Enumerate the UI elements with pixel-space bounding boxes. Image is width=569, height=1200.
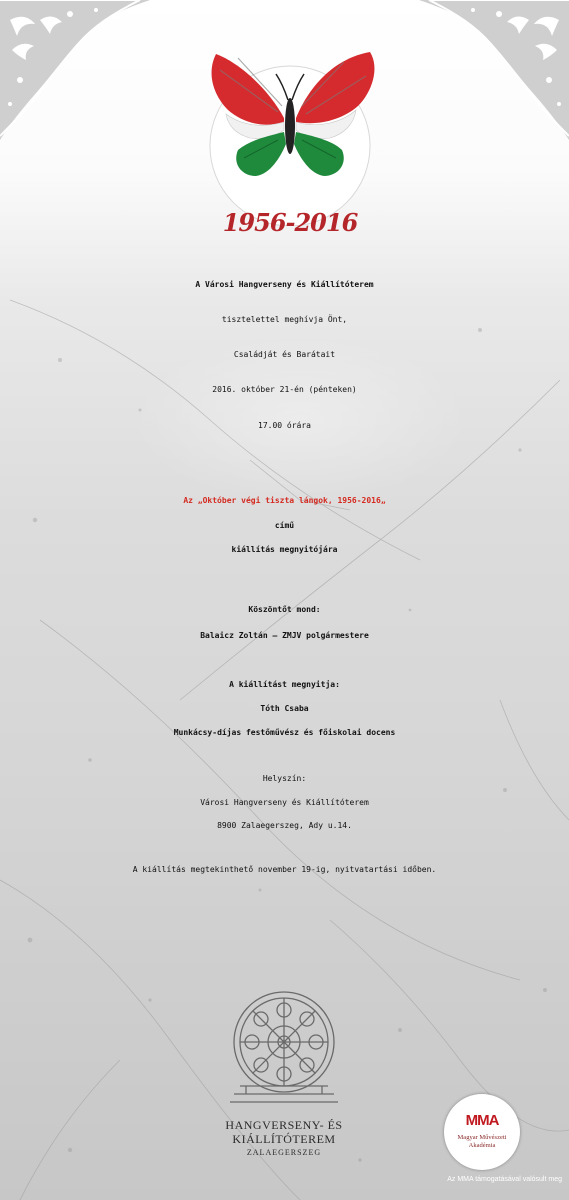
invite-line: tisztelettel meghívja Önt, [221, 315, 348, 324]
opening-hours-note: A kiállítás megtekinthető november 19-ig, nyitvatartási időben. [132, 865, 437, 874]
event-date: 2016. október 21-én (pénteken) [212, 385, 357, 394]
mma-logo-badge [444, 1094, 520, 1170]
mma-support-note: Az MMA támogatásával valósult meg [447, 1176, 562, 1183]
mma-name-line1: Magyar Művészeti [457, 1134, 507, 1141]
guests-line: Családját és Barátait [233, 350, 336, 359]
host-line: A Városi Hangverseny és Kiállítóterem [195, 280, 374, 289]
emblem-year-text: 1956-2016 [222, 208, 358, 237]
exhibition-title-suffix: című [274, 521, 295, 530]
concert-hall-logo-icon [222, 990, 346, 1108]
logo-text-line2: KIÁLLÍTÓTEREM [232, 1132, 336, 1146]
greeting-speaker: Balaicz Zoltán – ZMJV polgármestere [200, 631, 369, 640]
logo-text-line1: HANGVERSENY- ÉS [225, 1118, 343, 1132]
mma-name-line2: Akadémia [468, 1142, 496, 1149]
event-time: 17.00 órára [258, 421, 311, 430]
mma-logo-mark: MMA [465, 1112, 499, 1129]
opening-role: Munkácsy-díjas festőművész és főiskolai docens [173, 728, 396, 737]
corner-ornament-right [419, 0, 569, 140]
greeting-label: Köszöntőt mond: [248, 605, 321, 614]
logo-text-line3: ZALAEGERSZEG [246, 1148, 322, 1157]
exhibition-title: Az „Október végi tiszta lángok, 1956-2016„ [183, 496, 386, 505]
venue-name: Városi Hangverseny és Kiállítóterem [200, 798, 369, 807]
mma-logo-name [448, 1134, 516, 1150]
venue-address: 8900 Zalaegerszeg, Ady u.14. [217, 821, 352, 830]
corner-ornament-left [0, 0, 150, 140]
opening-label: A kiállítást megnyitja: [229, 680, 340, 689]
venue-label: Helyszín: [262, 774, 307, 783]
butterfly-emblem-icon [198, 40, 382, 226]
emblem-1956-2016 [198, 40, 382, 237]
exhibition-opening-line: kiállítás megnyitójára [231, 545, 338, 554]
opening-name: Tóth Csaba [260, 704, 309, 713]
